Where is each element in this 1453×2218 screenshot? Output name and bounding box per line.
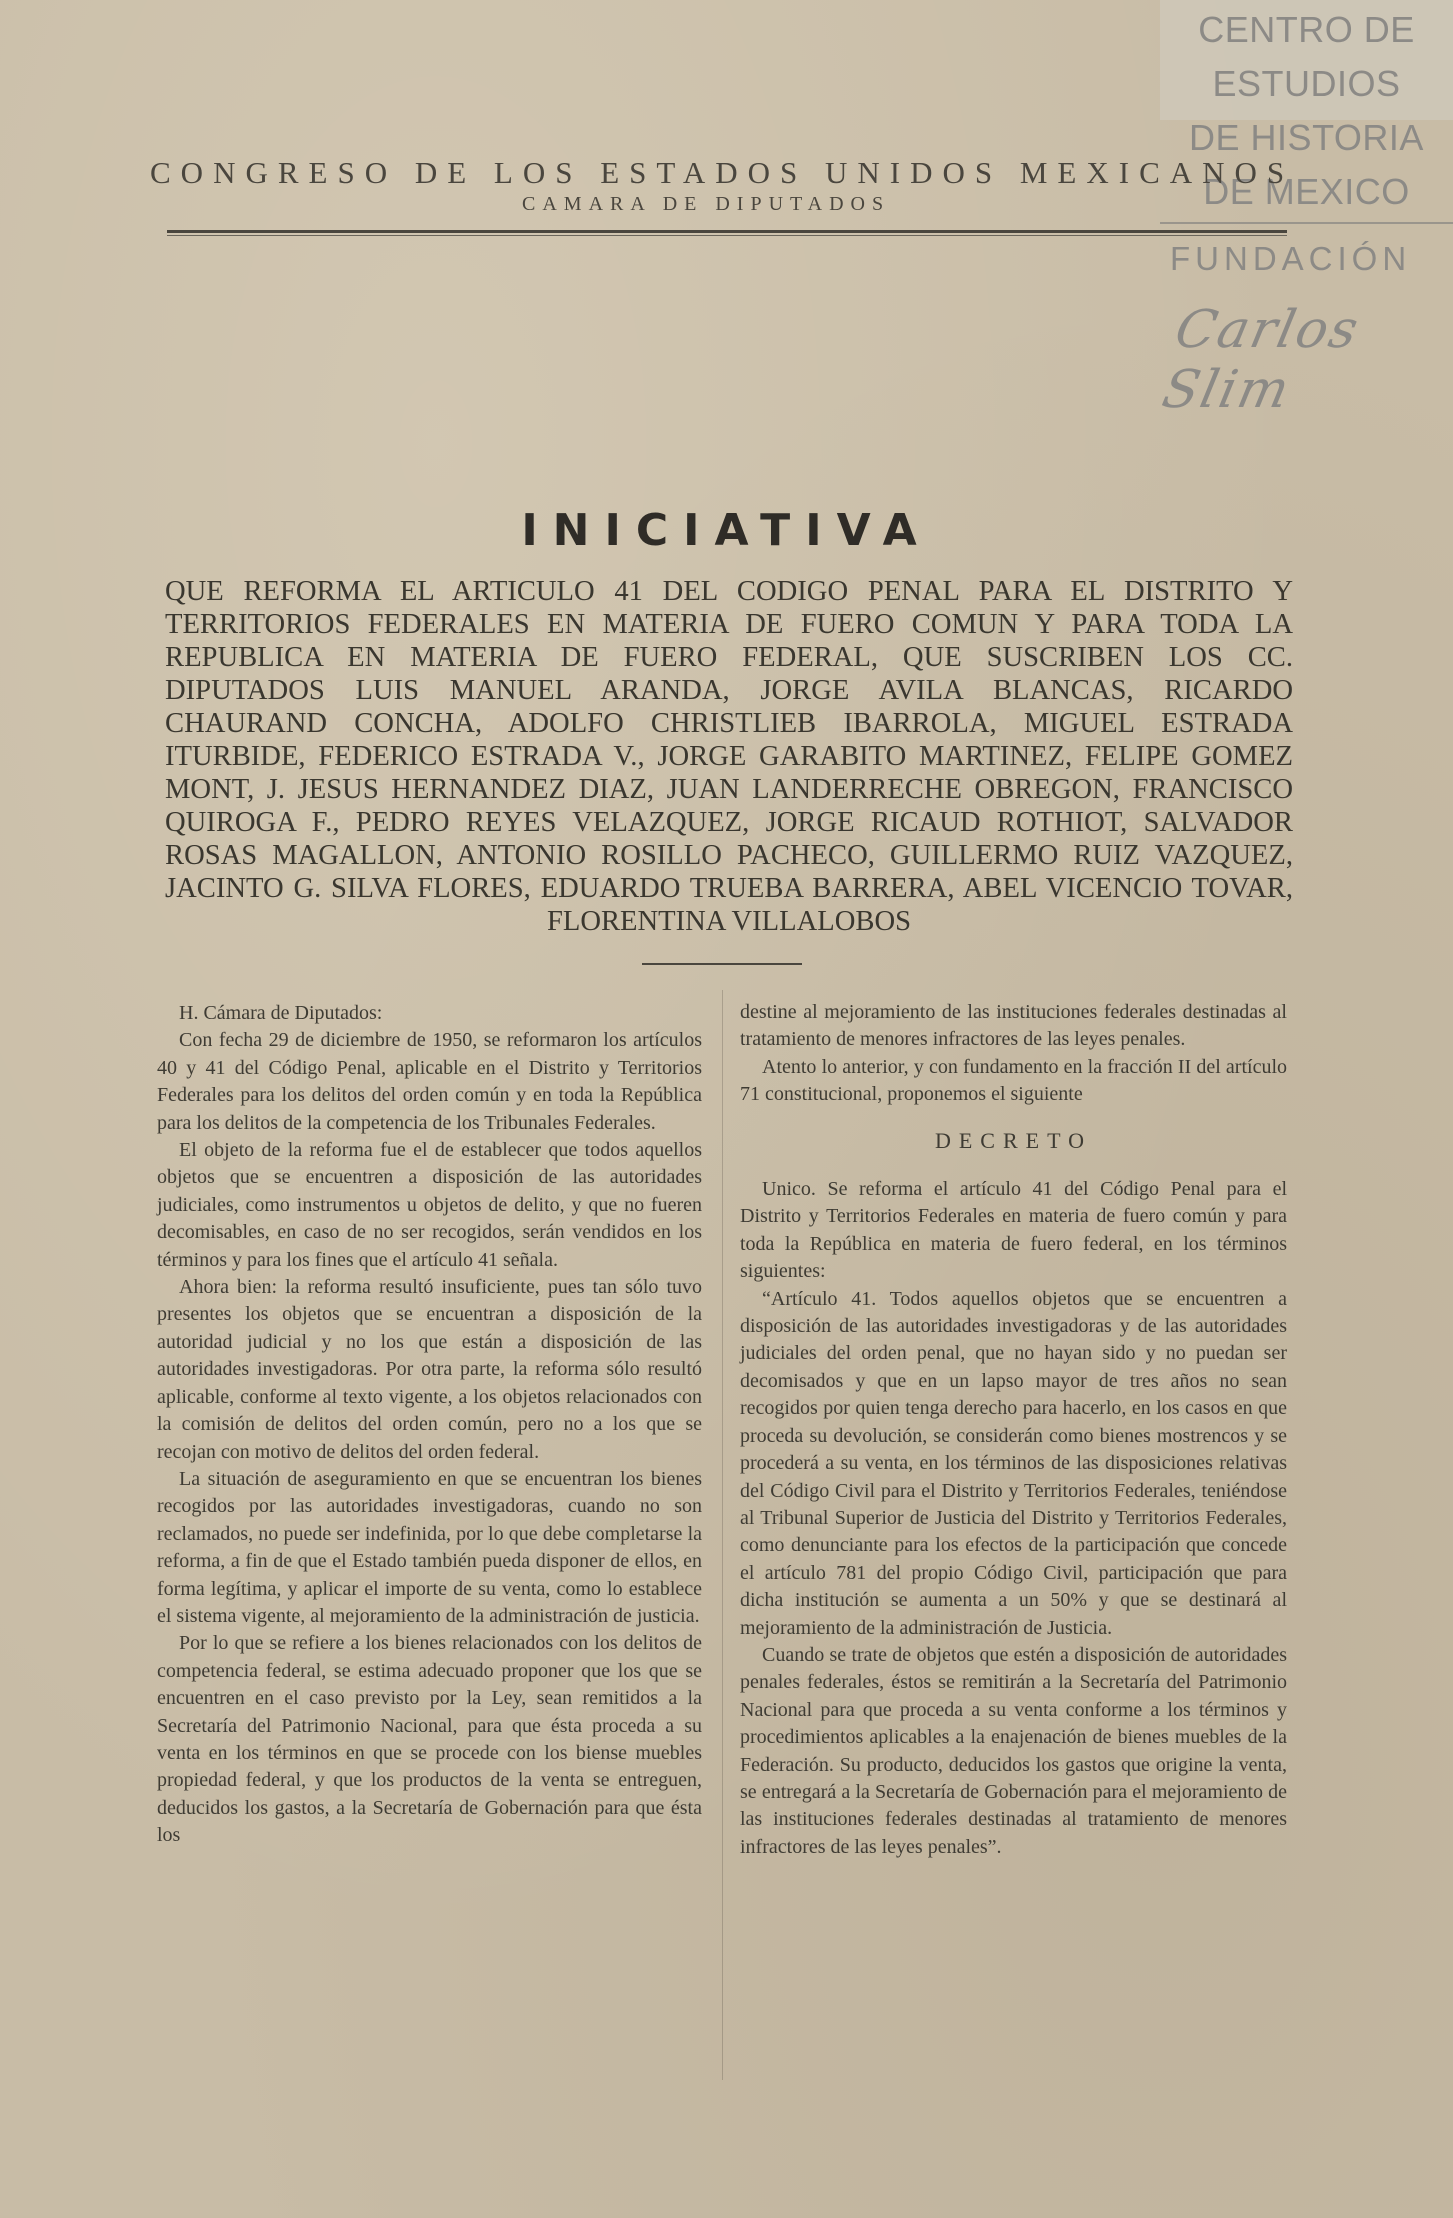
chamber-subheader: CAMARA DE DIPUTADOS <box>522 193 891 215</box>
paragraph-6: destine al mejoramiento de las instituciones federales destinadas al tratamiento de menores infractores de las leyes penales. <box>740 1001 1287 1051</box>
header-rule <box>167 230 1287 233</box>
paragraph-8: Unico. Se reforma el artículo 41 del Código Penal para el Distrito y Territorios Federales en materia de fuero común y para toda la República en materia de fuero federal, en los términos siguientes: <box>740 1178 1287 1283</box>
salutation: H. Cámara de Diputados: <box>179 1002 383 1024</box>
paragraph-2: El objeto de la reforma fue el de establecer que todos aquellos objetos que se encuentren a disposición de las autoridades judiciales, como instrumentos u objetos de delito, y que no fueren decomisables, en caso de no ser recogidos, serán vendidos en los términos y para los fines que el artículo 41 señala. <box>157 1139 702 1271</box>
watermark-fundacion: FUNDACIÓN <box>1170 240 1412 277</box>
paragraph-4: La situación de aseguramiento en que se encuentran los bienes recogidos por las autoridades investigadoras, cuando no son reclamados, no puede ser indefinida, por lo que debe completarse la reforma, a fin de que el Estado también pueda disponer de ellos, en forma legítima, y aplicar el importe de su venta, como lo establece el sistema vigente, al mejoramiento de la administración de justicia. <box>157 1467 702 1627</box>
title-divider <box>642 963 802 965</box>
watermark-signature: Carlos Slim <box>1157 300 1366 420</box>
left-column <box>157 1000 702 1850</box>
column-divider <box>722 990 723 2080</box>
document-subtitle: QUE REFORMA EL ARTICULO 41 DEL CODIGO PENAL PARA EL DISTRITO Y TERRITORIOS FEDERALES EN MATERIA DE FUERO COMUN Y PARA TODA LA REPUBLICA EN MATERIA DE FUERO FEDERAL, QUE SUSCRIBEN LOS CC. DIPUTADOS LUIS MANUEL ARANDA, JORGE AVILA BLANCAS, RICARDO CHAURAND CONCHA, ADOLFO CHRISTLIEB IBARROLA, MIGUEL ESTRADA ITURBIDE, FEDERICO ESTRADA V., JORGE GARABITO MARTINEZ, FELIPE GOMEZ MONT, J. JESUS HERNANDEZ DIAZ, JUAN LANDERRECHE OBREGON, FRANCISCO QUIROGA F., PEDRO REYES VELAZQUEZ, JORGE RICAUD ROTHIOT, SALVADOR ROSAS MAGALLON, ANTONIO ROSILLO PACHECO, GUILLERMO RUIZ VAZQUEZ, JACINTO G. SILVA FLORES, EDUARDO TRUEBA BARRERA, ABEL VICENCIO TOVAR, FLORENTINA VILLALOBOS <box>165 576 1293 937</box>
watermark-line-4: DE MEXICO <box>1203 171 1410 212</box>
decreto-heading: DECRETO <box>934 1127 1093 1153</box>
watermark-line-3: DE HISTORIA <box>1189 117 1424 158</box>
right-column <box>740 999 1287 1861</box>
paragraph-7: Atento lo anterior, y con fundamento en la fracción II del artículo 71 constitucional, proponemos el siguiente <box>740 1055 1287 1106</box>
watermark-rule <box>1160 222 1453 224</box>
watermark-line-1: CENTRO DE <box>1198 9 1415 50</box>
paragraph-3: Ahora bien: la reforma resultó insuficiente, pues tan sólo tuvo presentes los objetos que se encuentran a disposición de la autoridad judicial y no los que están a disposición de las autoridades investigadoras. Por otra parte, la reforma sólo resultó aplicable, conforme al texto vigente, a los objetos relacionados con la comisión de delitos del orden común, pero no a los que se recojan con motivo de delitos del orden federal. <box>157 1276 702 1463</box>
watermark-line-2: ESTUDIOS <box>1212 63 1401 104</box>
document-title: INICIATIVA <box>521 505 932 556</box>
paragraph-10: Cuando se trate de objetos que estén a disposición de autoridades penales federales, éstos se remitirán a la Secretaría del Patrimonio Nacional para que proceda a su venta conforme a los términos y procedimientos aplicables a la enajenación de bienes muebles de la Federación. Su producto, deducidos los gastos que origine la venta, se entregará a la Secretaría de Gobernación para el mejoramiento de las instituciones federales destinadas al tratamiento de menores infractores de las leyes penales”. <box>740 1643 1287 1858</box>
header-rule-thin <box>167 235 1287 236</box>
paragraph-9: “Artículo 41. Todos aquellos objetos que se encuentren a disposición de las autoridades investigadoras y de las autoridades judiciales del orden penal, que no hayan sido y no puedan ser decomisados y que en un lapso mayor de tres años no sean recogidos por quien tenga derecho para hacerlo, en los casos en que proceda su devolución, se considerán como bienes mostrencos y se procederá a su venta, en los términos de las disposiciones relativas del Código Civil para el Distrito y Territorios Federales, teniéndose al Tribunal Superior de Justicia del Distrito y Territorios Federales, como denunciante para los efectos de la participación que concede el artículo 781 del propio Código Civil, participación que para dicha institución se aumenta a un 50% y que se destinará al mejoramiento de la administración de Justicia. <box>740 1287 1287 1639</box>
congress-header: CONGRESO DE LOS ESTADOS UNIDOS MEXICANOS <box>150 155 1295 190</box>
paragraph-5: Por lo que se refiere a los bienes relacionados con los delitos de competencia federal, se estima adecuado proponer que los que se encuentren en el caso previsto por la Ley, sean remitidos a la Secretaría del Patrimonio Nacional, para que ésta proceda a su venta en los términos en que se procede con los biense muebles propiedad federal, y que los productos de la venta se entreguen, deducidos los gastos, a la Secretaría de Gobernación para que ésta los <box>157 1632 702 1847</box>
paragraph-1: Con fecha 29 de diciembre de 1950, se reformaron los artículos 40 y 41 del Código Penal, aplicable en el Distrito y Territorios Federales para los delitos del orden común y en toda la República para los delitos de la competencia de los Tribunales Federales. <box>157 1029 702 1134</box>
